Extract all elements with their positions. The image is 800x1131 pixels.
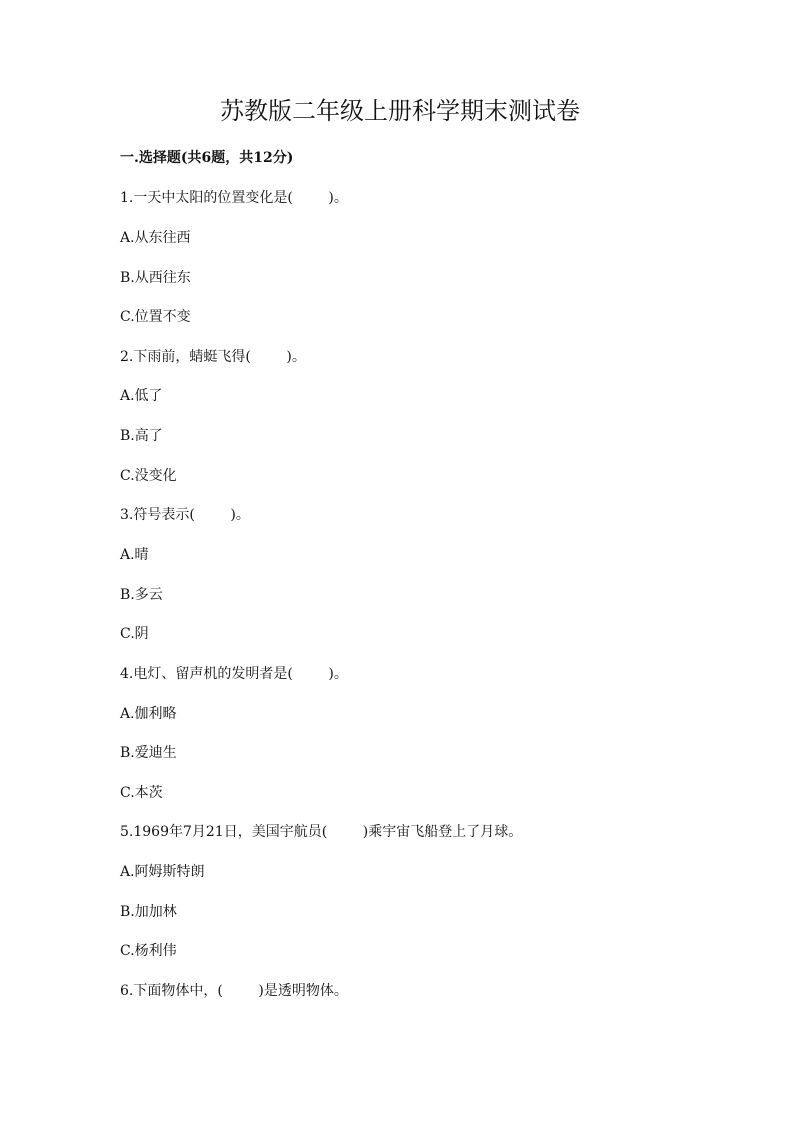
question-2-stem: 2.下雨前，蜻蜓飞得( )。 [120, 349, 306, 365]
question-2-option-c: C.没变化 [120, 468, 177, 484]
question-3-option-a: A.晴 [120, 547, 149, 563]
question-1-option-c: C.位置不变 [120, 309, 191, 325]
question-1-stem: 1.一天中太阳的位置变化是( )。 [120, 190, 348, 206]
question-4-option-c: C.本茨 [120, 785, 163, 801]
question-3-option-b: B.多云 [120, 587, 163, 603]
question-5-option-c: C.杨利伟 [120, 943, 177, 959]
question-6-stem: 6.下面物体中，( )是透明物体。 [120, 983, 348, 999]
question-5-option-a: A.阿姆斯特朗 [120, 864, 205, 880]
question-2-option-a: A.低了 [120, 388, 163, 404]
question-5-stem: 5.1969年7月21日，美国宇航员( )乘宇宙飞船登上了月球。 [120, 824, 523, 840]
page-title: 苏教版二年级上册科学期末测试卷 [220, 97, 580, 125]
section-heading: 一.选择题(共6题，共12分) [120, 150, 294, 166]
question-1-option-b: B.从西往东 [120, 270, 191, 286]
question-3-stem: 3.符号表示( )。 [120, 507, 250, 523]
question-4-option-a: A.伽利略 [120, 706, 177, 722]
question-2-option-b: B.高了 [120, 428, 163, 444]
question-4-option-b: B.爱迪生 [120, 745, 177, 761]
question-5-option-b: B.加加林 [120, 904, 177, 920]
question-3-option-c: C.阴 [120, 626, 149, 642]
question-4-stem: 4.电灯、留声机的发明者是( )。 [120, 666, 348, 682]
question-1-option-a: A.从东往西 [120, 230, 191, 246]
